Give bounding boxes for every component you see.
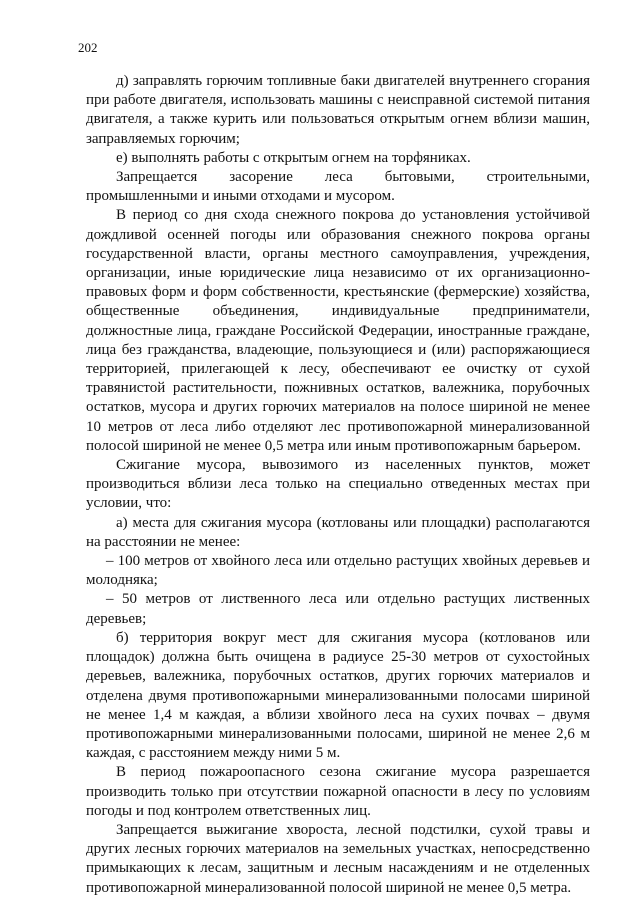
list-item-deciduous: – 50 метров от лиственного леса или отдельно растущих лиственных деревьев;	[86, 591, 590, 627]
page-number: 202	[78, 40, 98, 55]
paragraph-clearing-period: В период со дня схода снежного покрова до установления устойчивой дождливой осенней погоды или образования снежного покрова органы государственной власти, органы местного самоуправления, учреждения, организации, иные юридические лица независимо от их организационно-правовых форм и форм собственности, крестьянские (фермерские) хозяйства, общественные объединения, индивидуальные предприниматели, должностные лица, граждане Российской Федерации, иностранные граждане, лица без гражданства, владеющие, пользующиеся и (или) распоряжающиеся территорией, прилегающей к лесу, обеспечивают ее очистку от сухой травянистой растительности, пожнивных остатков, валежника, порубочных остатков, мусора и других горючих материалов на полосе шириной не менее 10 метров от леса либо отделяют лес противопожарной минерализованной полосой шириной не менее 0,5 метра или иным противопожарным барьером.	[86, 207, 590, 454]
document-body	[86, 72, 590, 898]
paragraph-a-distance: а) места для сжигания мусора (котлованы или площадки) располагаются на расстоянии не менее:	[86, 514, 590, 550]
paragraph-e-peat: е) выполнять работы с открытым огнем на торфяниках.	[116, 149, 471, 166]
paragraph-fire-season: В период пожароопасного сезона сжигание мусора разрешается производить только при отсутствии пожарной опасности в лесу по условиям погоды и под контролем ответственных лиц.	[86, 764, 590, 819]
paragraph-b-territory: б) территория вокруг мест для сжигания мусора (котлованов или площадок) должна быть очищена в радиусе 25-30 метров от сухостойных деревьев, валежника, порубочных остатков, других горючих материалов и отделена двумя противопожарными минерализованными полосами шириной не менее 1,4 м каждая, а вблизи хвойного леса на сухих почвах – двумя противопожарными минерализованными полосами, шириной не менее 2,6 м каждая, с расстоянием между ними 5 м.	[86, 629, 590, 762]
paragraph-burning-waste: Сжигание мусора, вывозимого из населенных пунктов, может производиться вблизи леса только на специально отведенных местах при условии, что:	[86, 457, 590, 512]
paragraph-d-refueling: д) заправлять горючим топливные баки двигателей внутреннего сгорания при работе двигателя, использовать машины с неисправной системой питания двигателя, а также курить или пользоваться открытым огнем вблизи машин, заправляемых горючим;	[86, 73, 590, 147]
paragraph-littering: Запрещается засорение леса бытовыми, строительными, промышленными и иными отходами и мусором.	[86, 169, 590, 205]
paragraph-burning-prohibited: Запрещается выжигание хвороста, лесной подстилки, сухой травы и других лесных горючих материалов на земельных участках, непосредственно примыкающих к лесам, защитным и лесным насаждениям и не отделенных противопожарной минерализованной полосой шириной не менее 0,5 метра.	[86, 821, 590, 896]
list-item-coniferous: – 100 метров от хвойного леса или отдельно растущих хвойных деревьев и молодняка;	[86, 553, 590, 589]
